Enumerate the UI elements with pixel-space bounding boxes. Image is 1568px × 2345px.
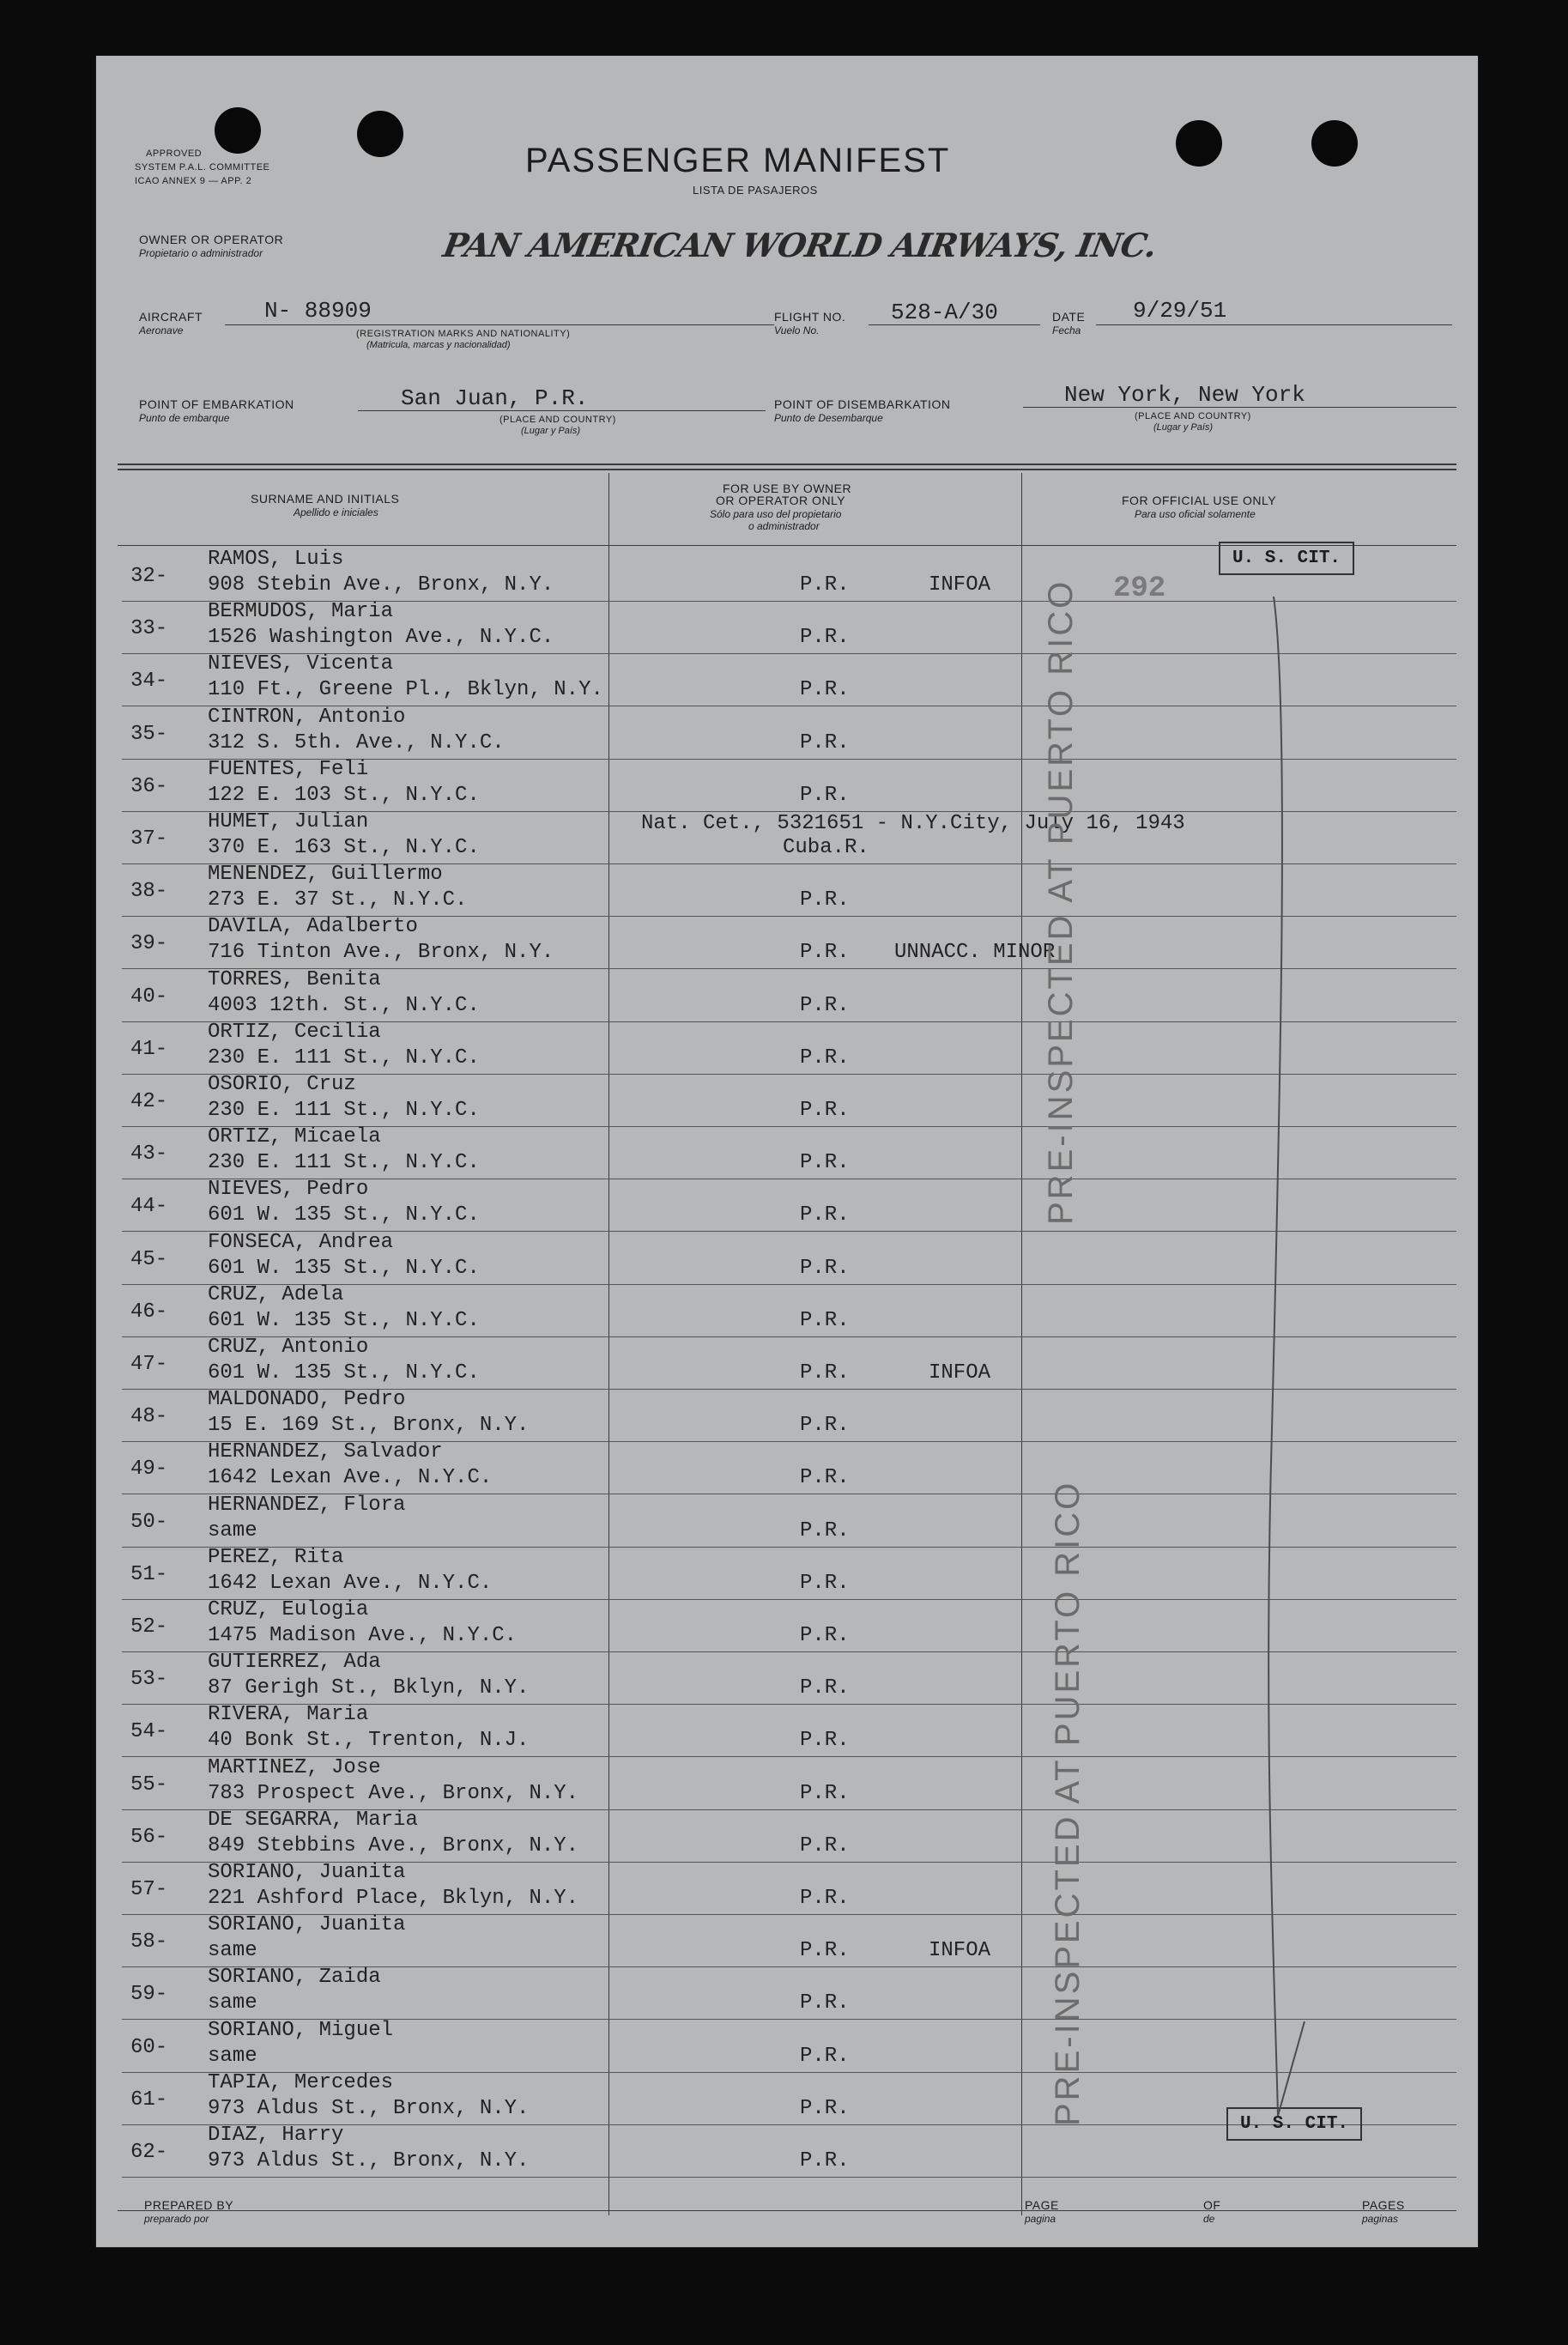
pages-label-es: paginas <box>1362 2213 1399 2225</box>
passenger-name: DIAZ, Harry <box>208 2124 344 2147</box>
passenger-name: NIEVES, Pedro <box>208 1178 369 1202</box>
passenger-address: 908 Stebin Ave., Bronx, N.Y. <box>208 573 554 597</box>
passenger-number: 59- <box>130 1983 168 2007</box>
passenger-number: 42- <box>130 1090 168 1113</box>
owner-label: OWNER OR OPERATOR <box>139 233 284 246</box>
passenger-address: 973 Aldus St., Bronx, N.Y. <box>208 2149 530 2172</box>
passenger-number: 40- <box>130 985 168 1009</box>
passenger-name: CRUZ, Antonio <box>208 1336 369 1359</box>
passenger-name: TORRES, Benita <box>208 967 381 991</box>
passenger-number: 46- <box>130 1300 168 1324</box>
passenger-origin-code: P.R. <box>800 941 850 965</box>
passenger-address: 15 E. 169 St., Bronx, N.Y. <box>208 1414 530 1438</box>
passenger-address: same <box>208 1518 257 1542</box>
disembark-label-es: Punto de Desembarque <box>774 412 883 424</box>
passenger-origin-code: P.R. <box>800 1676 850 1700</box>
passenger-name: SORIANO, Miguel <box>208 2018 394 2042</box>
page-title: PASSENGER MANIFEST <box>525 142 951 179</box>
flight-label-es: Vuelo No. <box>774 324 820 336</box>
approval-line-3: ICAO ANNEX 9 — APP. 2 <box>135 176 252 186</box>
passenger-address: same <box>208 1991 257 2015</box>
col-owner-header-2: OR OPERATOR ONLY <box>716 494 846 507</box>
passenger-number: 50- <box>130 1510 168 1534</box>
passenger-address: 110 Ft., Greene Pl., Bklyn, N.Y. <box>208 678 603 702</box>
passenger-address: 849 Stebbins Ave., Bronx, N.Y. <box>208 1833 579 1857</box>
passenger-row <box>96 1230 1478 1285</box>
passenger-number: 36- <box>130 774 168 798</box>
passenger-address: 1642 Lexan Ave., N.Y.C. <box>208 1571 493 1595</box>
passenger-origin-code: P.R. <box>800 1466 850 1490</box>
passenger-row <box>96 1863 1478 1915</box>
passenger-origin-code: P.R. <box>800 1308 850 1332</box>
passenger-row <box>96 654 1478 706</box>
passenger-address: same <box>208 2044 257 2068</box>
passenger-number: 44- <box>130 1195 168 1219</box>
passenger-row <box>96 1755 1478 1810</box>
col-owner-header-es-2: o administrador <box>748 520 820 532</box>
passenger-note: INFOA <box>929 1361 991 1385</box>
date-label-es: Fecha <box>1052 324 1081 336</box>
disembark-caption-es: (Lugar y País) <box>1153 422 1214 433</box>
approval-line-1: APPROVED <box>146 148 203 159</box>
passenger-name: ORTIZ, Cecilia <box>208 1020 381 1044</box>
passenger-number: 56- <box>130 1825 168 1849</box>
page-subtitle: LISTA DE PASAJEROS <box>693 184 818 197</box>
passenger-note: INFOA <box>929 1939 991 1963</box>
passenger-number: 58- <box>130 1930 168 1954</box>
pre-inspected-stamp-2: PRE-INSPECTED AT PUERTO RICO <box>1049 1480 1087 2126</box>
col-official-header-es: Para uso oficial solamente <box>1135 508 1256 520</box>
passenger-name: SORIANO, Zaida <box>208 1966 381 1990</box>
passenger-origin-code: P.R. <box>800 730 850 754</box>
aircraft-caption-es: (Matricula, marcas y nacionalidad) <box>366 340 511 350</box>
passenger-row <box>96 1179 1478 1232</box>
date-label: DATE <box>1052 310 1086 324</box>
passenger-address: 601 W. 135 St., N.Y.C. <box>208 1308 480 1332</box>
passenger-number: 49- <box>130 1457 168 1482</box>
us-cit-stamp-bottom: U. S. CIT. <box>1226 2107 1362 2141</box>
passenger-name: CINTRON, Antonio <box>208 705 406 729</box>
passenger-origin-code: P.R. <box>800 626 850 650</box>
passenger-number: 55- <box>130 1772 168 1797</box>
passenger-name: RAMOS, Luis <box>208 548 344 571</box>
passenger-origin-code: P.R. <box>800 1571 850 1595</box>
page-label-es: pagina <box>1025 2213 1056 2225</box>
passenger-number: 32- <box>130 565 168 588</box>
passenger-origin-code: P.R. <box>800 1361 850 1385</box>
passenger-number: 33- <box>130 617 168 641</box>
passenger-address: 1642 Lexan Ave., N.Y.C. <box>208 1466 493 1490</box>
passenger-row <box>96 1915 1478 1967</box>
passenger-address: 973 Aldus St., Bronx, N.Y. <box>208 2096 530 2120</box>
passenger-origin-code: P.R. <box>800 2096 850 2120</box>
passenger-address: 1526 Washington Ave., N.Y.C. <box>208 626 554 650</box>
passenger-name: FONSECA, Andrea <box>208 1230 394 1254</box>
passenger-row <box>96 1075 1478 1127</box>
embark-label-es: Punto de embarque <box>139 412 230 424</box>
pages-label: PAGES <box>1362 2198 1405 2212</box>
passenger-row <box>96 1600 1478 1652</box>
passenger-number: 35- <box>130 722 168 746</box>
passenger-row <box>96 1545 1478 1600</box>
aircraft-label-es: Aeronave <box>139 324 184 336</box>
prepared-by-label-es: preparado por <box>144 2213 209 2225</box>
passenger-origin-code: P.R. <box>800 1887 850 1910</box>
of-label: OF <box>1203 2198 1221 2212</box>
passenger-number: 43- <box>130 1142 168 1166</box>
flight-label: FLIGHT NO. <box>774 310 846 324</box>
passenger-row <box>96 864 1478 917</box>
passenger-origin-code: P.R. <box>800 1045 850 1069</box>
passenger-origin-code: P.R. <box>800 783 850 807</box>
owner-label-es: Propietario o administrador <box>139 247 263 259</box>
passenger-name: OSORIO, Cruz <box>208 1073 356 1096</box>
passenger-address: 312 S. 5th. Ave., N.Y.C. <box>208 730 505 754</box>
passenger-name: SORIANO, Juanita <box>208 1913 406 1937</box>
passenger-origin-code: P.R. <box>800 678 850 702</box>
passenger-address: 221 Ashford Place, Bklyn, N.Y. <box>208 1887 579 1910</box>
embark-caption-es: (Lugar y País) <box>521 426 581 436</box>
passenger-note: INFOA <box>929 573 991 597</box>
passenger-row <box>96 1390 1478 1442</box>
passenger-number: 51- <box>130 1562 168 1586</box>
passenger-name: PEREZ, Rita <box>208 1545 344 1569</box>
embark-label: POINT OF EMBARKATION <box>139 397 294 411</box>
passenger-row <box>96 1495 1478 1548</box>
aircraft-caption: (REGISTRATION MARKS AND NATIONALITY) <box>356 329 571 339</box>
col-owner-header-1: FOR USE BY OWNER <box>723 482 852 495</box>
passenger-origin-code: P.R. <box>800 1833 850 1857</box>
passenger-address: 122 E. 103 St., N.Y.C. <box>208 783 480 807</box>
passenger-number: 48- <box>130 1405 168 1429</box>
col-surname-header-es: Apellido e iniciales <box>294 506 378 518</box>
disembark-caption: (PLACE AND COUNTRY) <box>1135 411 1251 421</box>
passenger-address: 230 E. 111 St., N.Y.C. <box>208 1045 480 1069</box>
passenger-row <box>96 1810 1478 1863</box>
punch-hole <box>357 111 403 157</box>
passenger-name: FUENTES, Feli <box>208 757 369 781</box>
embark-value: San Juan, P.R. <box>401 385 589 411</box>
passenger-row <box>96 602 1478 654</box>
passenger-address: 87 Gerigh St., Bklyn, N.Y. <box>208 1676 530 1700</box>
passenger-number: 39- <box>130 932 168 956</box>
passenger-name: HERNANDEZ, Flora <box>208 1493 406 1517</box>
passenger-number: 34- <box>130 670 168 694</box>
passenger-number: 53- <box>130 1668 168 1692</box>
passenger-origin-code: P.R. <box>800 1256 850 1280</box>
row-divider <box>122 2177 1456 2178</box>
passenger-number: 38- <box>130 880 168 904</box>
date-value: 9/29/51 <box>1133 298 1227 324</box>
passenger-origin-code: P.R. <box>800 1939 850 1963</box>
passenger-origin-code: P.R. <box>800 1518 850 1542</box>
us-cit-stamp-top: U. S. CIT. <box>1219 542 1354 575</box>
passenger-number: 54- <box>130 1720 168 1744</box>
passenger-address: 230 E. 111 St., N.Y.C. <box>208 1151 480 1175</box>
passenger-name: MARTINEZ, Jose <box>208 1755 381 1779</box>
passenger-row <box>96 1127 1478 1179</box>
passenger-name: CRUZ, Eulogia <box>208 1598 369 1621</box>
passenger-origin-code: P.R. <box>800 2044 850 2068</box>
passenger-number: 61- <box>130 2087 168 2112</box>
passenger-name: MENENDEZ, Guillermo <box>208 863 443 887</box>
passenger-row <box>96 1652 1478 1705</box>
passenger-origin-code: P.R. <box>800 1991 850 2015</box>
page-label: PAGE <box>1025 2198 1059 2212</box>
aircraft-label: AIRCRAFT <box>139 310 203 324</box>
passenger-row <box>96 1967 1478 2020</box>
col-owner-header-es-1: Sólo para uso del propietario <box>710 508 842 520</box>
of-label-es: de <box>1203 2213 1215 2225</box>
passenger-address: 716 Tinton Ave., Bronx, N.Y. <box>208 941 554 965</box>
passenger-address: 601 W. 135 St., N.Y.C. <box>208 1203 480 1227</box>
embark-caption: (PLACE AND COUNTRY) <box>499 415 616 425</box>
passenger-name: GUTIERREZ, Ada <box>208 1651 381 1675</box>
passenger-name: TAPIA, Mercedes <box>208 2070 394 2094</box>
passenger-origin-code: P.R. <box>800 573 850 597</box>
passenger-number: 37- <box>130 827 168 851</box>
passenger-address: 370 E. 163 St., N.Y.C. <box>208 836 480 859</box>
passenger-origin-code: P.R. <box>800 1151 850 1175</box>
passenger-address: same <box>208 1939 257 1963</box>
passenger-remark: Nat. Cet., 5321651 - N.Y.City, July 16, 1943 <box>641 812 1185 835</box>
passenger-origin-code: Cuba.R. <box>783 836 869 859</box>
passenger-origin-code: P.R. <box>800 993 850 1017</box>
passenger-row <box>96 1282 1478 1337</box>
passenger-name: DE SEGARRA, Maria <box>208 1808 418 1832</box>
passenger-row <box>96 757 1478 812</box>
passenger-origin-code: P.R. <box>800 1099 850 1122</box>
passenger-address: 783 Prospect Ave., Bronx, N.Y. <box>208 1781 579 1805</box>
passenger-address: 40 Bonk St., Trenton, N.J. <box>208 1729 530 1753</box>
passenger-origin-code: P.R. <box>800 2149 850 2172</box>
passenger-row <box>96 812 1478 864</box>
passenger-number: 47- <box>130 1353 168 1376</box>
passenger-number: 57- <box>130 1878 168 1901</box>
col-official-header: FOR OFFICIAL USE ONLY <box>1122 494 1277 507</box>
passenger-row <box>96 1705 1478 1757</box>
passenger-origin-code: P.R. <box>800 1414 850 1438</box>
flight-value: 528-A/30 <box>891 300 998 325</box>
col-surname-header: SURNAME AND INITIALS <box>251 492 400 506</box>
passenger-name: DAVILA, Adalberto <box>208 915 418 939</box>
count-stamp: 292 <box>1113 573 1166 605</box>
passenger-row <box>96 1022 1478 1075</box>
punch-hole <box>1176 120 1222 167</box>
passenger-note: UNNACC. MINOR <box>894 941 1056 965</box>
passenger-number: 41- <box>130 1037 168 1061</box>
passenger-name: SORIANO, Juanita <box>208 1861 406 1884</box>
passenger-address: 1475 Madison Ave., N.Y.C. <box>208 1624 518 1647</box>
passenger-row <box>96 1442 1478 1494</box>
passenger-row <box>96 707 1478 760</box>
passenger-number: 45- <box>130 1247 168 1271</box>
passenger-name: CRUZ, Adela <box>208 1282 344 1306</box>
disembark-value: New York, New York <box>1064 382 1305 408</box>
passenger-address: 4003 12th. St., N.Y.C. <box>208 993 480 1017</box>
passenger-origin-code: P.R. <box>800 1203 850 1227</box>
passenger-origin-code: P.R. <box>800 888 850 912</box>
passenger-number: 62- <box>130 2141 168 2164</box>
passenger-name: MALDONADO, Pedro <box>208 1388 406 1412</box>
passenger-row <box>96 2018 1478 2073</box>
punch-hole <box>1311 120 1358 167</box>
passenger-origin-code: P.R. <box>800 1729 850 1753</box>
passenger-row <box>96 917 1478 969</box>
passenger-number: 52- <box>130 1615 168 1639</box>
passenger-address: 273 E. 37 St., N.Y.C. <box>208 888 468 912</box>
passenger-address: 601 W. 135 St., N.Y.C. <box>208 1256 480 1280</box>
passenger-name: NIEVES, Vicenta <box>208 652 394 676</box>
manifest-sheet <box>96 56 1478 2247</box>
passenger-name: HERNANDEZ, Salvador <box>208 1440 443 1464</box>
passenger-name: ORTIZ, Micaela <box>208 1125 381 1149</box>
passenger-row <box>96 1337 1478 1390</box>
aircraft-value: N- 88909 <box>264 298 372 324</box>
passenger-origin-code: P.R. <box>800 1781 850 1805</box>
prepared-by-label: PREPARED BY <box>144 2198 234 2212</box>
passenger-number: 60- <box>130 2035 168 2059</box>
passenger-address: 601 W. 135 St., N.Y.C. <box>208 1361 480 1385</box>
passenger-row <box>96 967 1478 1022</box>
passenger-address: 230 E. 111 St., N.Y.C. <box>208 1099 480 1122</box>
approval-line-2: SYSTEM P.A.L. COMMITTEE <box>135 162 270 173</box>
disembark-label: POINT OF DISEMBARKATION <box>774 397 951 411</box>
passenger-name: RIVERA, Maria <box>208 1703 369 1727</box>
passenger-name: HUMET, Julian <box>208 810 369 833</box>
pre-inspected-stamp-1: PRE-INSPECTED AT PUERTO RICO <box>1042 579 1080 1225</box>
owner-value: PAN AMERICAN WORLD AIRWAYS, INC. <box>440 226 1159 264</box>
passenger-origin-code: P.R. <box>800 1624 850 1647</box>
passenger-name: BERMUDOS, Maria <box>208 600 394 624</box>
punch-hole <box>215 107 261 154</box>
